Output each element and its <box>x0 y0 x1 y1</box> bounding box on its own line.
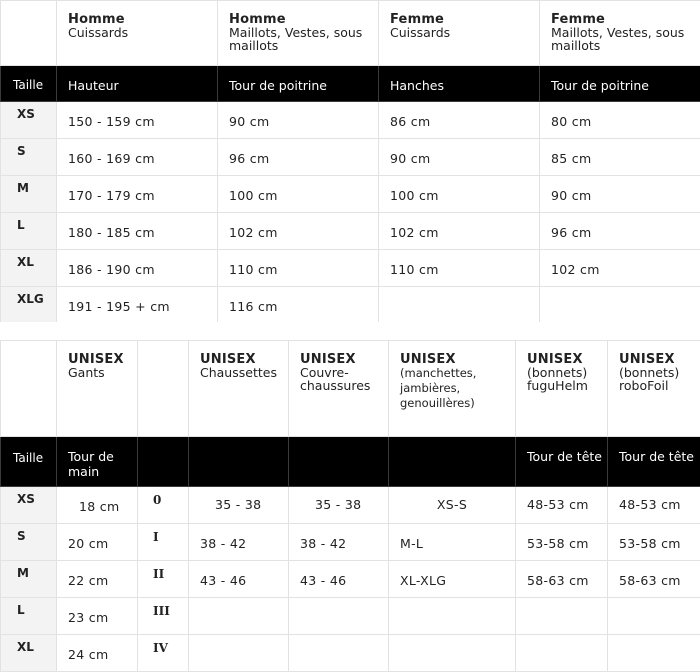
table-row <box>1 487 700 524</box>
table-row <box>1 102 700 139</box>
size-label: XLG <box>1 287 57 323</box>
table-cell: 43 - 46 <box>189 561 289 598</box>
measure-row <box>1 437 700 487</box>
table-cell <box>389 598 516 635</box>
table-cell: 102 cm <box>540 250 700 287</box>
taille-label: Taille <box>1 66 57 102</box>
table-cell: 38 - 42 <box>289 524 389 561</box>
size-label: L <box>1 213 57 250</box>
col-header <box>389 341 516 437</box>
table-cell: 100 cm <box>218 176 379 213</box>
measure-label <box>138 437 189 487</box>
table-cell: XS-S <box>389 487 516 524</box>
table-cell: 191 - 195 + cm <box>57 287 218 323</box>
col-sub: Cuissards <box>68 26 207 39</box>
measure-label: Tour de poitrine <box>540 66 700 102</box>
col-sub: Chaussettes <box>200 366 278 379</box>
size-label: XL <box>1 250 57 287</box>
table-cell <box>289 598 389 635</box>
col-group: UNISEX <box>400 353 505 366</box>
table-cell <box>379 287 540 323</box>
size-label: S <box>1 139 57 176</box>
corner-cell <box>1 341 57 437</box>
table-cell: M-L <box>389 524 516 561</box>
table-cell: 160 - 169 cm <box>57 139 218 176</box>
table-cell: 23 cm <box>57 598 138 635</box>
header-row <box>1 1 700 66</box>
col-sub: (bonnets) fuguHelm <box>527 366 597 392</box>
col-header <box>540 1 700 66</box>
table-cell: 186 - 190 cm <box>57 250 218 287</box>
table-cell: 170 - 179 cm <box>57 176 218 213</box>
roman-size: I <box>138 524 189 561</box>
measure-label <box>289 437 389 487</box>
table-row <box>1 176 700 213</box>
table-cell: 48-53 cm <box>516 487 608 524</box>
size-label: XS <box>1 487 57 524</box>
table-cell: 80 cm <box>540 102 700 139</box>
col-group: UNISEX <box>68 353 127 366</box>
measure-label <box>189 437 289 487</box>
size-table-clothing <box>0 0 700 323</box>
col-group: Homme <box>68 13 207 26</box>
col-group: UNISEX <box>527 353 597 366</box>
roman-size: III <box>138 598 189 635</box>
table-cell <box>540 287 700 323</box>
col-sub: Gants <box>68 366 127 379</box>
measure-label: Tour de tête <box>516 437 608 487</box>
table-cell: 150 - 159 cm <box>57 102 218 139</box>
col-header <box>218 1 379 66</box>
table-row <box>1 139 700 176</box>
size-label: XS <box>1 102 57 139</box>
table-cell: 18 cm <box>57 487 138 524</box>
table-cell: 110 cm <box>379 250 540 287</box>
table-cell <box>516 598 608 635</box>
table-row <box>1 561 700 598</box>
col-group: Femme <box>551 13 690 26</box>
col-group: UNISEX <box>619 353 690 366</box>
col-group: UNISEX <box>200 353 278 366</box>
col-header <box>379 1 540 66</box>
table-cell <box>516 635 608 672</box>
size-label: L <box>1 598 57 635</box>
size-label: M <box>1 176 57 213</box>
measure-label: Tour de tête <box>608 437 700 487</box>
table-cell <box>389 635 516 672</box>
table-cell <box>289 635 389 672</box>
table-cell: 180 - 185 cm <box>57 213 218 250</box>
table-cell: 24 cm <box>57 635 138 672</box>
table-row <box>1 287 700 323</box>
table-cell: 90 cm <box>540 176 700 213</box>
table-cell: 43 - 46 <box>289 561 389 598</box>
col-sub: Maillots, Vestes, sous maillots <box>551 26 690 52</box>
table-cell <box>608 598 700 635</box>
table-cell: 22 cm <box>57 561 138 598</box>
col-group: UNISEX <box>300 353 378 366</box>
col-sub: Cuissards <box>390 26 529 39</box>
table-cell: 35 - 38 <box>289 487 389 524</box>
table-cell: 100 cm <box>379 176 540 213</box>
table-row <box>1 635 700 672</box>
table-cell <box>189 598 289 635</box>
table-cell: 96 cm <box>540 213 700 250</box>
col-header <box>516 341 608 437</box>
col-header <box>289 341 389 437</box>
measure-label: Hanches <box>379 66 540 102</box>
roman-size: 0 <box>138 487 189 524</box>
col-group: Femme <box>390 13 529 26</box>
size-label: S <box>1 524 57 561</box>
table-row <box>1 250 700 287</box>
table-row <box>1 213 700 250</box>
col-header <box>138 341 189 437</box>
col-header <box>608 341 700 437</box>
col-sub: (manchettes, jambières, genouillères) <box>400 366 505 411</box>
table-cell: 96 cm <box>218 139 379 176</box>
table-cell <box>189 635 289 672</box>
col-header <box>57 1 218 66</box>
col-sub: Maillots, Vestes, sous maillots <box>229 26 368 52</box>
measure-label: Tour de poitrine <box>218 66 379 102</box>
size-label: M <box>1 561 57 598</box>
table-cell: 53-58 cm <box>516 524 608 561</box>
table-row <box>1 598 700 635</box>
table-cell: 35 - 38 <box>189 487 289 524</box>
table-cell: 58-63 cm <box>516 561 608 598</box>
col-sub: Couvre-chaussures <box>300 366 378 392</box>
table-cell: 90 cm <box>218 102 379 139</box>
table-cell: 86 cm <box>379 102 540 139</box>
table-cell: 85 cm <box>540 139 700 176</box>
roman-size: IV <box>138 635 189 672</box>
measure-row <box>1 66 700 102</box>
table-row <box>1 524 700 561</box>
table-cell: 102 cm <box>218 213 379 250</box>
size-label: XL <box>1 635 57 672</box>
table-cell: XL-XLG <box>389 561 516 598</box>
measure-label: Tour de main <box>57 437 138 487</box>
table-cell: 48-53 cm <box>608 487 700 524</box>
corner-cell <box>1 1 57 66</box>
table-cell: 58-63 cm <box>608 561 700 598</box>
table-cell: 90 cm <box>379 139 540 176</box>
col-header <box>189 341 289 437</box>
col-sub: (bonnets) roboFoil <box>619 366 690 392</box>
table-cell: 102 cm <box>379 213 540 250</box>
taille-label: Taille <box>1 437 57 487</box>
measure-label: Hauteur <box>57 66 218 102</box>
col-group: Homme <box>229 13 368 26</box>
header-row <box>1 341 700 437</box>
table-cell <box>608 635 700 672</box>
table-cell: 20 cm <box>57 524 138 561</box>
table-cell: 53-58 cm <box>608 524 700 561</box>
table-cell: 110 cm <box>218 250 379 287</box>
col-header <box>57 341 138 437</box>
table-spacer <box>0 322 700 340</box>
size-table-accessories <box>0 340 700 672</box>
table-cell: 116 cm <box>218 287 379 323</box>
table-cell: 38 - 42 <box>189 524 289 561</box>
measure-label <box>389 437 516 487</box>
roman-size: II <box>138 561 189 598</box>
